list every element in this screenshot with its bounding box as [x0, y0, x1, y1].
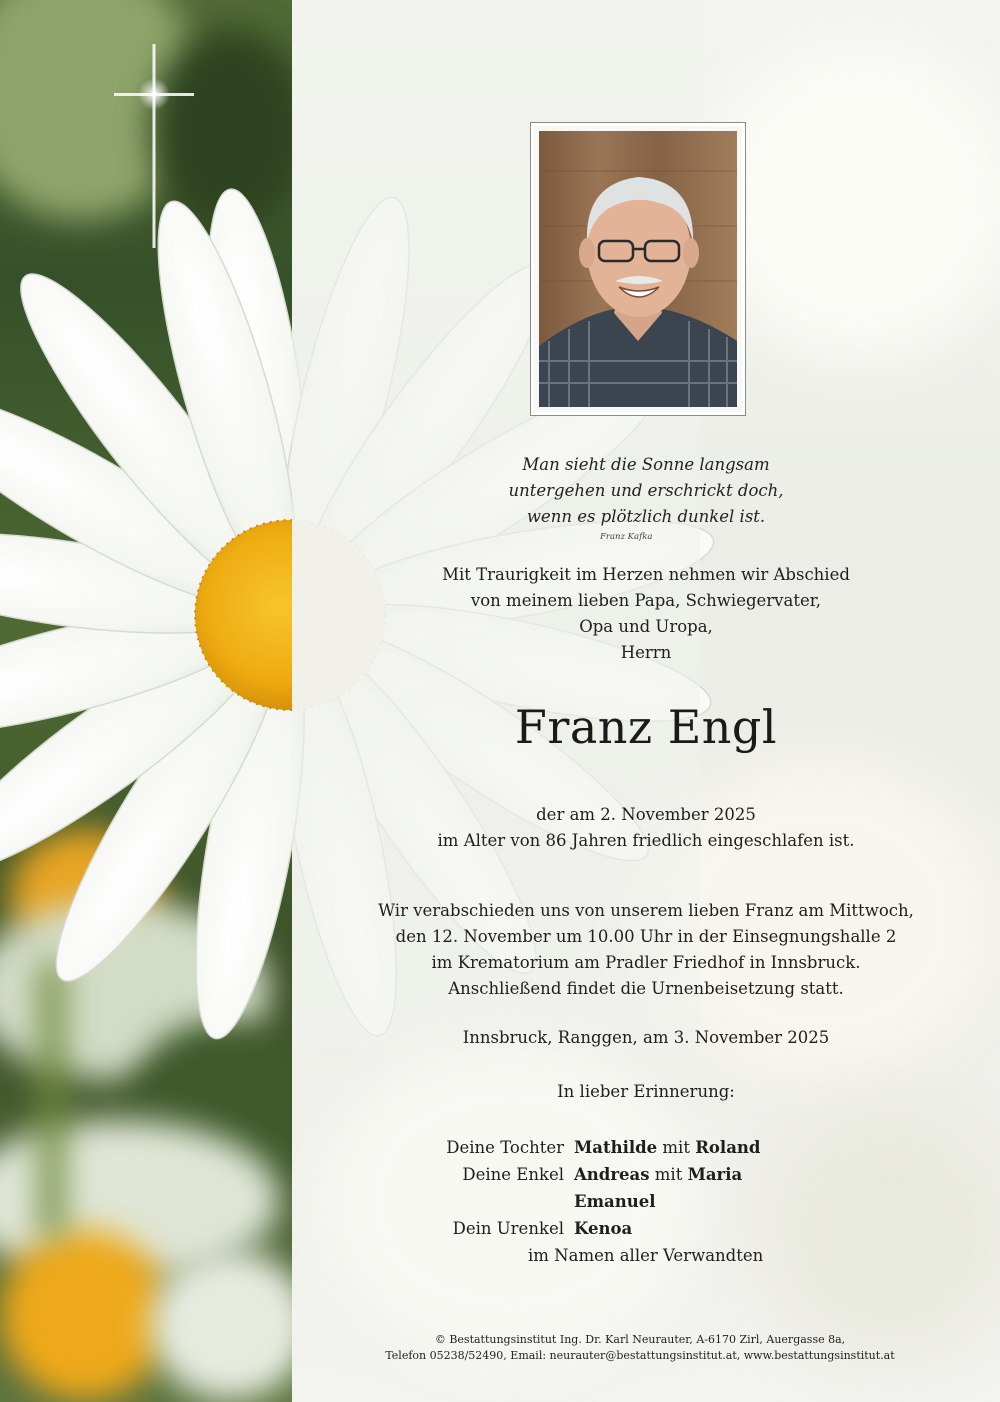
mourner-name: Kenoa [574, 1219, 633, 1238]
intro-line: Opa und Uropa, [579, 617, 713, 636]
funeral-line: Anschließend findet die Urnenbeisetzung statt. [448, 979, 844, 998]
mourner-connector: mit [662, 1138, 690, 1157]
mourner-partner: Maria [687, 1165, 743, 1184]
mourner-relation: Deine Tochter [446, 1138, 564, 1157]
footer-line: © Bestattungsinstitut Ing. Dr. Karl Neurauter, A-6170 Zirl, Auergasse 8a, [434, 1333, 846, 1346]
cross-icon [110, 40, 198, 250]
mourner-partner: Roland [695, 1138, 761, 1157]
mourner-relation: Dein Urenkel [452, 1219, 564, 1238]
quote-line: wenn es plötzlich dunkel ist. [526, 507, 766, 526]
death-line: der am 2. November 2025 [536, 805, 756, 824]
intro-line: Herrn [620, 643, 672, 662]
intro-line: von meinem lieben Papa, Schwiegervater, [470, 591, 822, 610]
quote [292, 452, 1000, 530]
quote-author: Franz Kafka [600, 532, 653, 542]
mourners-list [420, 1134, 820, 1269]
place-date: Innsbruck, Ranggen, am 3. November 2025 [462, 1028, 830, 1047]
funeral-line: den 12. November um 10.00 Uhr in der Einsegnungshalle 2 [395, 927, 897, 946]
mourner-name: Emanuel [574, 1192, 656, 1211]
intro-text [292, 562, 1000, 666]
death-line: im Alter von 86 Jahren friedlich eingeschlafen ist. [437, 831, 855, 850]
memory-heading: In lieber Erinnerung: [557, 1082, 735, 1101]
mourner-row [420, 1161, 820, 1188]
mourner-connector: mit [654, 1165, 683, 1184]
quote-line: untergehen und erschrickt doch, [508, 481, 784, 500]
mourner-relation [420, 1188, 574, 1215]
quote-line: Man sieht die Sonne langsam [522, 455, 770, 474]
portrait-photo [530, 122, 746, 416]
footer-line: Telefon 05238/52490, Email: neurauter@bestattungsinstitut.at, www.bestattungsinstitut.at [385, 1349, 895, 1362]
mourner-row [420, 1188, 820, 1215]
mourner-name: Andreas [574, 1165, 650, 1184]
funeral-info [292, 898, 1000, 1002]
death-info [292, 802, 1000, 854]
funeral-line: Wir verabschieden uns von unserem lieben Franz am Mittwoch, [378, 901, 914, 920]
funeral-line: im Krematorium am Pradler Friedhof in Innsbruck. [431, 953, 861, 972]
intro-line: Mit Traurigkeit im Herzen nehmen wir Abschied [442, 565, 850, 584]
mourner-name: Mathilde [574, 1138, 658, 1157]
mourner-relation: Deine Enkel [462, 1165, 564, 1184]
funeral-home-footer [350, 1332, 930, 1364]
mourner-row [420, 1215, 820, 1242]
deceased-name: Franz Engl [514, 700, 778, 754]
mourners-footer: im Namen aller Verwandten [528, 1246, 764, 1265]
mourner-row [420, 1134, 820, 1161]
